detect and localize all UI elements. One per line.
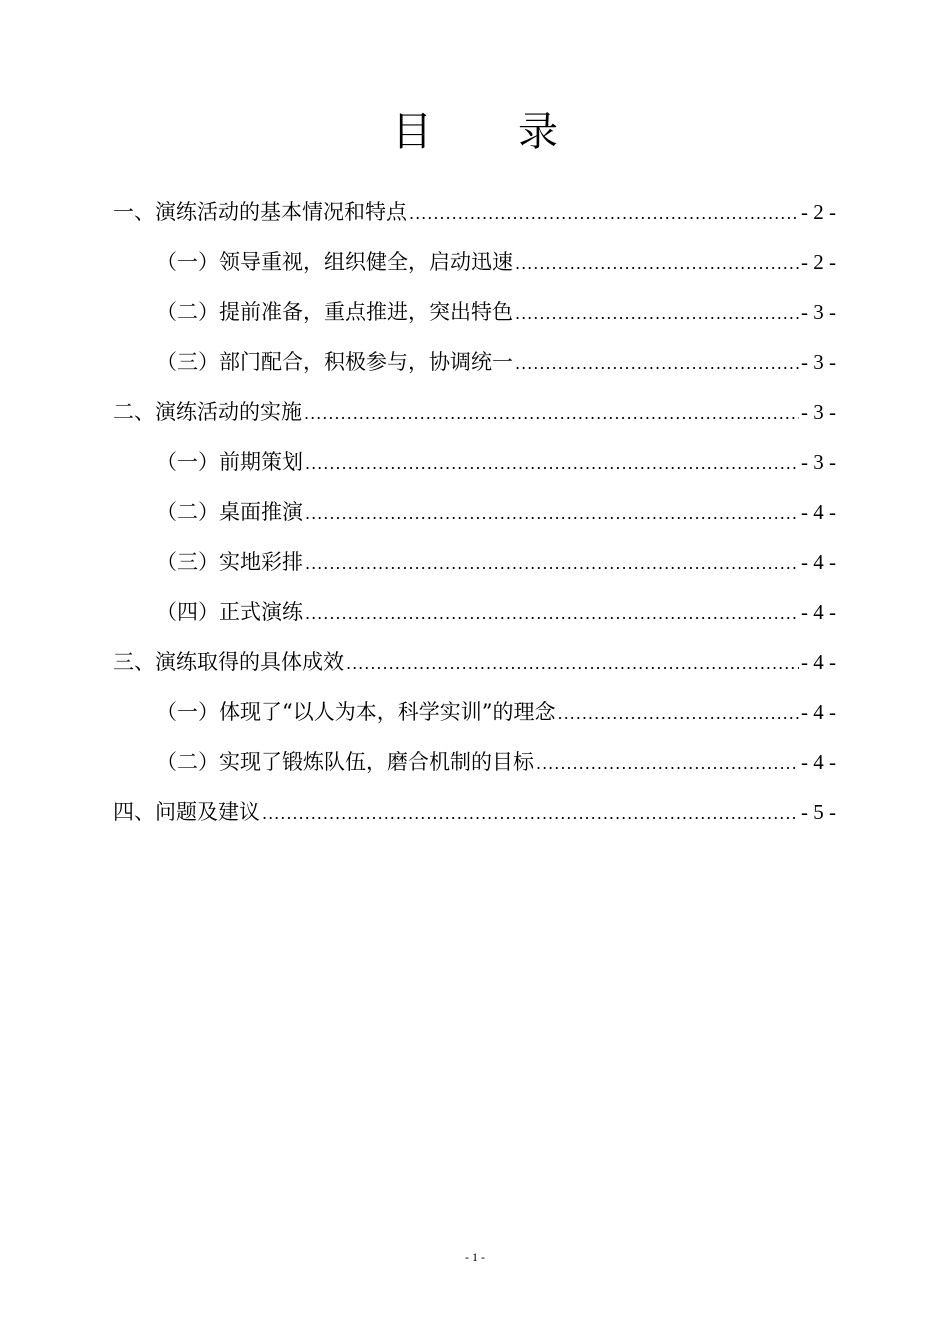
toc-entry-number: （一） — [156, 450, 219, 474]
toc-entry-number: （二） — [156, 500, 219, 524]
toc-entry[interactable] — [113, 237, 836, 287]
title-char-2: 录 — [518, 109, 558, 155]
toc-leader-dots — [515, 289, 799, 339]
toc-entry[interactable] — [113, 737, 836, 787]
toc-entry-page: - 3 - — [801, 350, 836, 374]
toc-entry-title[interactable]: 演练取得的具体成效 — [155, 650, 344, 674]
page-footer-number: - 1 - — [465, 1250, 485, 1264]
toc-entry-title[interactable]: 实现了锻炼队伍，磨合机制的目标 — [219, 750, 534, 774]
toc-entry-number: （四） — [156, 600, 219, 624]
toc-entry-number: 二、 — [113, 400, 155, 424]
toc-entry-title[interactable]: 实地彩排 — [219, 550, 303, 574]
toc-entry[interactable] — [113, 687, 836, 737]
toc-entry-page: - 4 - — [801, 500, 836, 524]
toc-leader-dots — [304, 389, 799, 439]
toc-entry-title[interactable]: 前期策划 — [219, 450, 303, 474]
toc-entry[interactable] — [113, 537, 836, 587]
toc-entry-page: - 4 - — [801, 700, 836, 724]
toc-entry-page: - 4 - — [801, 750, 836, 774]
toc-entry-page: - 4 - — [801, 550, 836, 574]
toc-entry-title[interactable]: 演练活动的实施 — [155, 400, 302, 424]
toc-entry-title[interactable]: 体现了“以人为本，科学实训”的理念 — [219, 700, 556, 724]
toc-entry-title[interactable]: 问题及建议 — [155, 800, 260, 824]
toc-leader-dots — [409, 189, 799, 239]
toc-entry[interactable] — [113, 287, 836, 337]
toc-entry-page: - 4 - — [801, 650, 836, 674]
toc-entry[interactable] — [113, 637, 836, 687]
page-title — [0, 104, 950, 160]
toc-entry[interactable] — [113, 487, 836, 537]
toc-entry-title[interactable]: 正式演练 — [219, 600, 303, 624]
toc-entry-title[interactable]: 桌面推演 — [219, 500, 303, 524]
toc-entry-number: （三） — [156, 350, 219, 374]
toc-entry-page: - 4 - — [801, 600, 836, 624]
toc-entry-title[interactable]: 领导重视，组织健全，启动迅速 — [219, 250, 513, 274]
toc-entry-title[interactable]: 部门配合，积极参与，协调统一 — [219, 350, 513, 374]
toc-entry[interactable] — [113, 187, 836, 237]
toc-entry-page: - 2 - — [801, 250, 836, 274]
toc-leader-dots — [346, 639, 799, 689]
toc-entry[interactable] — [113, 587, 836, 637]
toc-entry[interactable] — [113, 337, 836, 387]
toc-leader-dots — [305, 489, 799, 539]
title-char-1: 目 — [392, 109, 432, 155]
toc-leader-dots — [515, 239, 799, 289]
toc-entry-number: （一） — [156, 250, 219, 274]
toc-entry-number: （一） — [156, 700, 219, 724]
toc-entry-number: （二） — [156, 750, 219, 774]
toc-entry-page: - 2 - — [801, 200, 836, 224]
toc-entry-number: （三） — [156, 550, 219, 574]
toc-entry-number: （二） — [156, 300, 219, 324]
toc-leader-dots — [557, 689, 799, 739]
table-of-contents — [113, 187, 836, 837]
toc-entry[interactable] — [113, 387, 836, 437]
toc-entry-page: - 3 - — [801, 400, 836, 424]
toc-entry[interactable] — [113, 787, 836, 837]
toc-leader-dots — [262, 789, 799, 839]
toc-entry-title[interactable]: 提前准备，重点推进，突出特色 — [219, 300, 513, 324]
toc-leader-dots — [305, 589, 799, 639]
toc-entry-number: 三、 — [113, 650, 155, 674]
toc-entry-title[interactable]: 演练活动的基本情况和特点 — [155, 200, 407, 224]
toc-leader-dots — [305, 439, 799, 489]
toc-leader-dots — [515, 339, 799, 389]
toc-entry-page: - 3 - — [801, 450, 836, 474]
toc-entry-page: - 5 - — [801, 800, 836, 824]
toc-leader-dots — [305, 539, 799, 589]
toc-leader-dots — [536, 739, 799, 789]
toc-entry-number: 一、 — [113, 200, 155, 224]
toc-entry[interactable] — [113, 437, 836, 487]
toc-entry-page: - 3 - — [801, 300, 836, 324]
toc-entry-number: 四、 — [113, 800, 155, 824]
